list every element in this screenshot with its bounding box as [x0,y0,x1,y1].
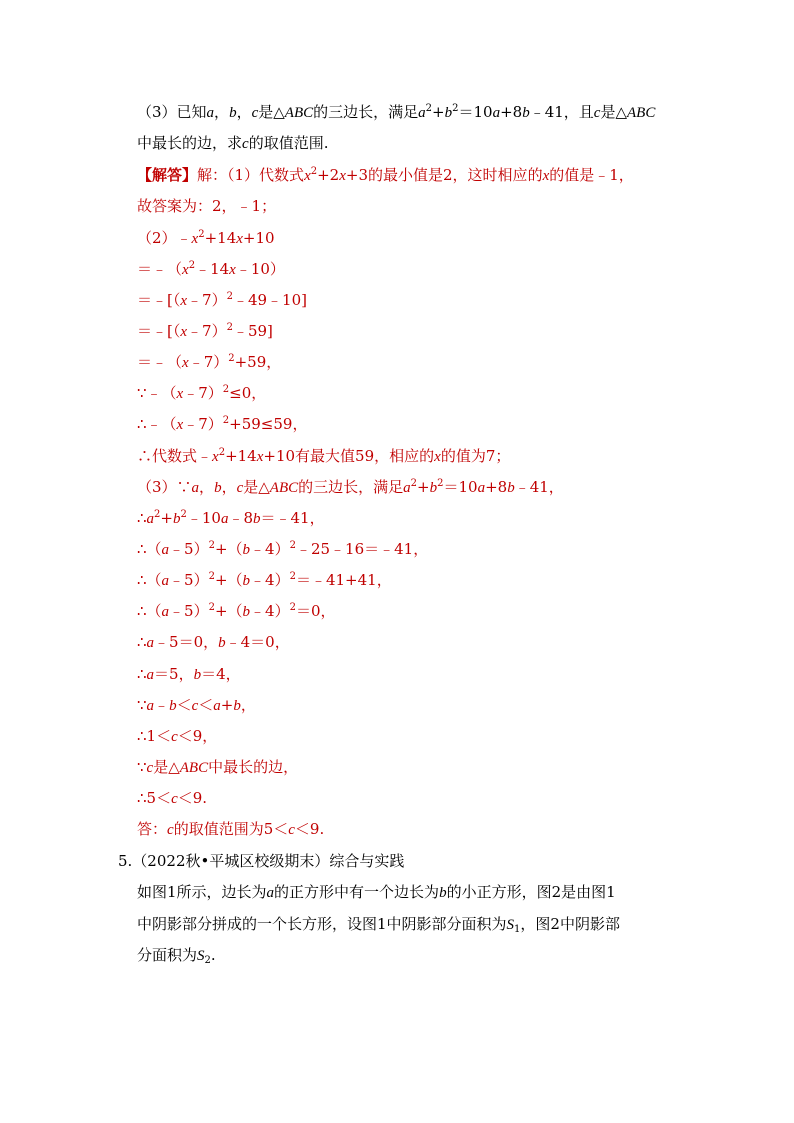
answer-line-16: ∴a﹣5＝0，b﹣4＝0， [137,633,290,651]
question-3-line-1: （3）已知a，b，c是△ABC的三边长，满足$a^2+b^2=10a+8b﹣41$，且c是△ABC [137,103,656,121]
answer-line-22: 答：c的取值范围为5＜c＜9. [137,820,325,838]
answer-line-2: 故答案为：2，﹣1； [137,197,277,215]
answer-line-6: ＝﹣[（x﹣7）$^2$﹣59] [137,322,273,340]
answer-line-8: ∵﹣（x﹣7）$^2$≤0， [137,384,267,402]
question-3-line-2: 中最长的边，求c的取值范围. [137,134,329,152]
question-5-line-3: 分面积为$S_2$. [137,946,216,966]
answer-line-17: ∴a＝5，b＝4， [137,665,241,683]
answer-line-18: ∵a﹣b＜c＜a+b， [137,696,256,714]
answer-line-4: $=﹣(x^2﹣14x﹣10)$ [137,260,285,278]
answer-line-5: ＝﹣[（x﹣7）$^2$﹣49﹣10] [137,291,307,309]
answer-line-1: 【解答】解：（1）代数式$x^2+2x+3$的最小值是2，这时相应的x的值是﹣1， [137,166,634,184]
answer-line-12: $\therefore a^2+b^2﹣10a﹣8b=﹣41$， [137,509,325,527]
answer-line-21: ∴5＜c＜9. [137,789,208,807]
question-5-line-2: 中阴影部分拼成的一个长方形，设图1中阴影部分面积为$S_1$，图2中阴影部 [137,915,620,935]
question-5-header: 5.（2022秋•平城区校级期末）综合与实践 [118,852,405,870]
answer-line-7: ＝﹣（x﹣7）$^2$+59， [137,353,282,371]
answer-line-19: ∴1＜c＜9， [137,727,218,745]
answer-line-13: ∴（a﹣5）$^2$+（b﹣4）$^2$﹣25﹣16＝﹣41， [137,540,429,558]
answer-line-15: ∴（a﹣5）$^2$+（b﹣4）$^2$＝0， [137,602,336,620]
answer-line-14: ∴（a﹣5）$^2$+（b﹣4）$^2$＝﹣41+41， [137,571,392,589]
answer-line-10: ∴代数式$﹣x^2+14x+10$有最大值59，相应的x的值为7； [137,447,511,465]
question-5-line-1: 如图1所示，边长为a的正方形中有一个边长为b的小正方形，图2是由图1 [137,883,616,901]
answer-line-3: $(2)﹣x^2+14x+10$ [137,229,275,247]
answer-line-11: （3）∵a，b，c是△ABC的三边长，满足$a^2+b^2=10a+8b﹣41$， [137,478,564,496]
answer-tag: 【解答】 [137,166,198,184]
answer-line-20: ∵c是△ABC中最长的边， [137,758,299,776]
answer-line-9: ∴﹣（x﹣7）$^2$+59≤59， [137,415,308,433]
